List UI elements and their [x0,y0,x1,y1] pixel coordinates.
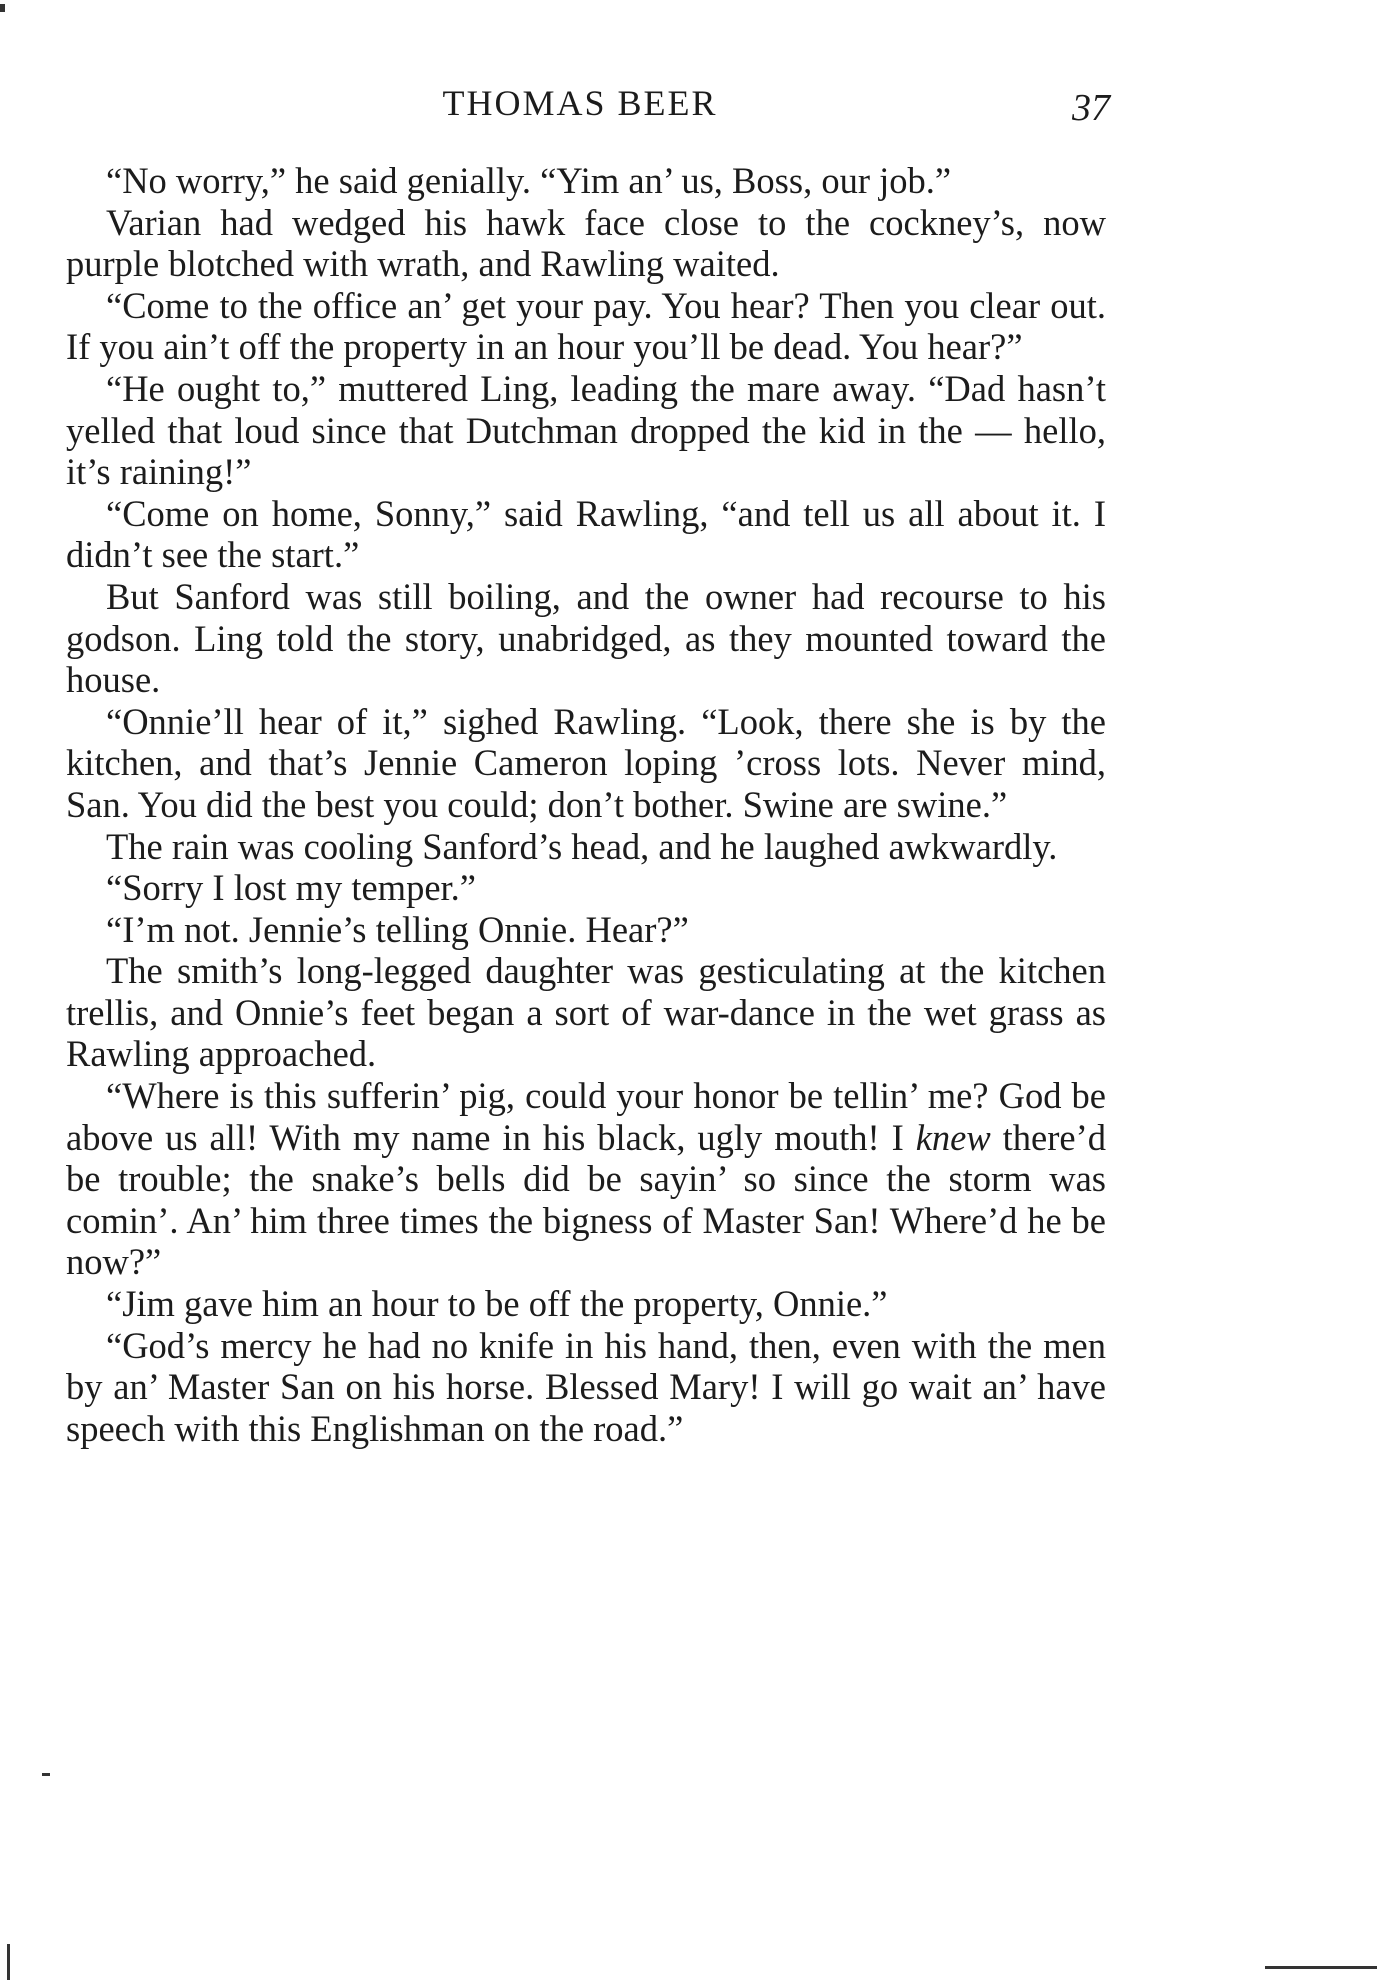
paragraph [66,1075,1106,1283]
paragraph: “Jim gave him an hour to be off the property, Onnie.” [106,1283,888,1325]
paragraph-text: “Where is this sufferin’ pig, could your honor be tellin’ me? God be above us all! With my name in his black, ugly mouth! I [66,1075,1106,1158]
paragraph: “I’m not. Jennie’s telling Onnie. Hear?” [106,908,689,950]
scan-speck [42,1773,50,1776]
paragraph: Varian had wedged his hawk face close to the cockney’s, now purple blotched with wrath, and Rawling waited. [66,201,1106,285]
paragraph: “Sorry I lost my temper.” [106,867,476,909]
paragraph: “Come to the office an’ get your pay. You hear? Then you clear out. If you ain’t off the property in an hour you’ll be dead. You hear?” [66,284,1106,368]
running-head-title: THOMAS BEER [442,83,718,123]
paragraph-text: there’d be trouble; the snake’s bells did be sayin’ so since the storm was comin’. An’ him three times the bigness of Master San! Where’d he be now?” [66,1116,1106,1283]
paragraph: “Onnie’ll hear of it,” sighed Rawling. “Look, there she is by the kitchen, and that’s Jennie Cameron loping ’cross lots. Never mind, San. You did the best you could; don’t bother. Swine are swine.” [66,700,1106,825]
paragraph: “He ought to,” muttered Ling, leading the mare away. “Dad hasn’t yelled that loud since that Dutchman dropped the kid in the — hello, it’s raining!” [66,367,1106,493]
paragraph: But Sanford was still boiling, and the owner had recourse to his godson. Ling told the story, unabridged, as they mounted toward the house. [66,575,1106,701]
page-number: 37 [1072,87,1110,129]
paragraph: “God’s mercy he had no knife in his hand, then, even with the men by an’ Master San on his horse. Blessed Mary! I will go wait an’ have speech with this Englishman on the road.” [66,1324,1106,1449]
emphasis-text: knew [915,1116,991,1158]
scan-speck [0,4,5,12]
paragraph: The smith’s long-legged daughter was gesticulating at the kitchen trellis, and Onnie’s feet began a sort of war-dance in the wet grass as Rawling approached. [66,950,1106,1075]
paragraph: “Come on home, Sonny,” said Rawling, “and tell us all about it. I didn’t see the start.” [66,492,1106,576]
running-head [60,78,1110,129]
scan-speck [7,1944,10,1980]
paragraph: The rain was cooling Sanford’s head, and he laughed awkwardly. [106,825,1058,867]
paragraph: “No worry,” he said genially. “Yim an’ us, Boss, our job.” [106,160,952,201]
body-text [66,160,1106,1449]
scan-speck [1265,1966,1377,1969]
